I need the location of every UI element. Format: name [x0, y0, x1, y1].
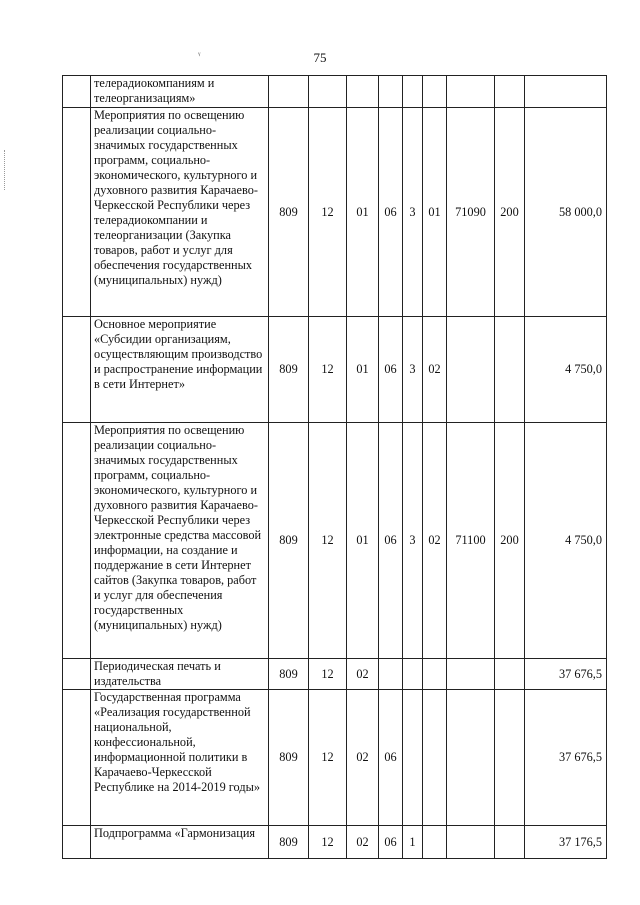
- row-c3-cell: [423, 659, 447, 690]
- row-name-cell: телерадиокомпаниям и телеорганизациям»: [91, 76, 269, 108]
- row-amount-cell: 37 176,5: [525, 826, 607, 859]
- row-amount-cell: 58 000,0: [525, 108, 607, 317]
- row-c3-cell: 02: [423, 317, 447, 423]
- row-number-cell: [63, 317, 91, 423]
- row-c3-cell: 02: [423, 423, 447, 659]
- row-rz-cell: 12: [309, 317, 347, 423]
- row-c2-cell: 3: [403, 423, 423, 659]
- row-gr-cell: 809: [269, 108, 309, 317]
- row-gr-cell: 809: [269, 423, 309, 659]
- table-row: [63, 659, 607, 690]
- row-c4-cell: 71090: [447, 108, 495, 317]
- row-vr-cell: 200: [495, 108, 525, 317]
- table-body: [63, 76, 607, 859]
- row-c4-cell: [447, 317, 495, 423]
- table-row: [63, 690, 607, 826]
- row-name-cell: Периодическая печать и издательства: [91, 659, 269, 690]
- row-gr-cell: [269, 76, 309, 108]
- row-number-cell: [63, 659, 91, 690]
- row-amount-cell: 37 676,5: [525, 690, 607, 826]
- page-number: 75: [313, 50, 327, 65]
- row-vr-cell: [495, 659, 525, 690]
- row-amount-cell: [525, 76, 607, 108]
- row-amount-cell: 4 750,0: [525, 423, 607, 659]
- scan-speck: ᵧ: [198, 46, 201, 56]
- row-c4-cell: [447, 659, 495, 690]
- row-number-cell: [63, 76, 91, 108]
- row-c4-cell: 71100: [447, 423, 495, 659]
- row-c1-cell: 06: [379, 108, 403, 317]
- row-pr-cell: [347, 76, 379, 108]
- row-c2-cell: [403, 690, 423, 826]
- row-c1-cell: 06: [379, 826, 403, 859]
- row-c3-cell: 01: [423, 108, 447, 317]
- row-vr-cell: [495, 317, 525, 423]
- row-rz-cell: 12: [309, 659, 347, 690]
- row-amount-cell: 37 676,5: [525, 659, 607, 690]
- row-name-cell: Подпрограмма «Гармонизация: [91, 826, 269, 859]
- budget-table: [62, 75, 607, 859]
- row-vr-cell: [495, 76, 525, 108]
- row-name-cell: Мероприятия по освещению реализации социально-значимых государственных программ, социально-экономического, культурного и духовного развития Карачаево-Черкесской Республики через телерадиокомпании и телеорганизации (Закупка товаров, работ и услуг для обеспечения государственных (муниципальных) нужд): [91, 108, 269, 317]
- row-c1-cell: 06: [379, 423, 403, 659]
- row-amount-cell: 4 750,0: [525, 317, 607, 423]
- row-vr-cell: 200: [495, 423, 525, 659]
- row-c1-cell: 06: [379, 690, 403, 826]
- row-c2-cell: [403, 659, 423, 690]
- row-name-cell: Государственная программа «Реализация государственной национальной, конфессиональной, информационной политики в Карачаево-Черкесской Республике на 2014-2019 годы»: [91, 690, 269, 826]
- table-row: [63, 108, 607, 317]
- row-c2-cell: 3: [403, 108, 423, 317]
- row-pr-cell: 01: [347, 423, 379, 659]
- row-number-cell: [63, 690, 91, 826]
- row-number-cell: [63, 826, 91, 859]
- row-vr-cell: [495, 826, 525, 859]
- row-name-cell: Основное мероприятие «Субсидии организациям, осуществляющим производство и распространение информации в сети Интернет»: [91, 317, 269, 423]
- row-c4-cell: [447, 826, 495, 859]
- row-number-cell: [63, 108, 91, 317]
- row-pr-cell: 02: [347, 690, 379, 826]
- table-row: [63, 76, 607, 108]
- row-vr-cell: [495, 690, 525, 826]
- row-gr-cell: 809: [269, 659, 309, 690]
- row-pr-cell: 01: [347, 317, 379, 423]
- scan-margin-mark: [4, 150, 6, 190]
- row-gr-cell: 809: [269, 690, 309, 826]
- row-c1-cell: [379, 76, 403, 108]
- row-c1-cell: 06: [379, 317, 403, 423]
- row-c3-cell: [423, 826, 447, 859]
- table-row: [63, 826, 607, 859]
- row-rz-cell: 12: [309, 826, 347, 859]
- row-pr-cell: 02: [347, 659, 379, 690]
- table-row: [63, 423, 607, 659]
- row-pr-cell: 01: [347, 108, 379, 317]
- row-c4-cell: [447, 76, 495, 108]
- row-gr-cell: 809: [269, 826, 309, 859]
- row-c1-cell: [379, 659, 403, 690]
- row-name-cell: Мероприятия по освещению реализации социально-значимых государственных программ, социально-экономического, культурного и духовного развития Карачаево-Черкесской Республики через электронные средства массовой информации, на создание и поддержание в сети Интернет сайтов (Закупка товаров, работ и услуг для обеспечения государственных (муниципальных) нужд): [91, 423, 269, 659]
- row-c2-cell: 1: [403, 826, 423, 859]
- row-gr-cell: 809: [269, 317, 309, 423]
- table-row: [63, 317, 607, 423]
- row-c2-cell: 3: [403, 317, 423, 423]
- row-rz-cell: 12: [309, 108, 347, 317]
- row-c2-cell: [403, 76, 423, 108]
- row-rz-cell: 12: [309, 690, 347, 826]
- row-pr-cell: 02: [347, 826, 379, 859]
- row-c3-cell: [423, 76, 447, 108]
- row-c4-cell: [447, 690, 495, 826]
- row-rz-cell: 12: [309, 423, 347, 659]
- row-c3-cell: [423, 690, 447, 826]
- row-number-cell: [63, 423, 91, 659]
- row-rz-cell: [309, 76, 347, 108]
